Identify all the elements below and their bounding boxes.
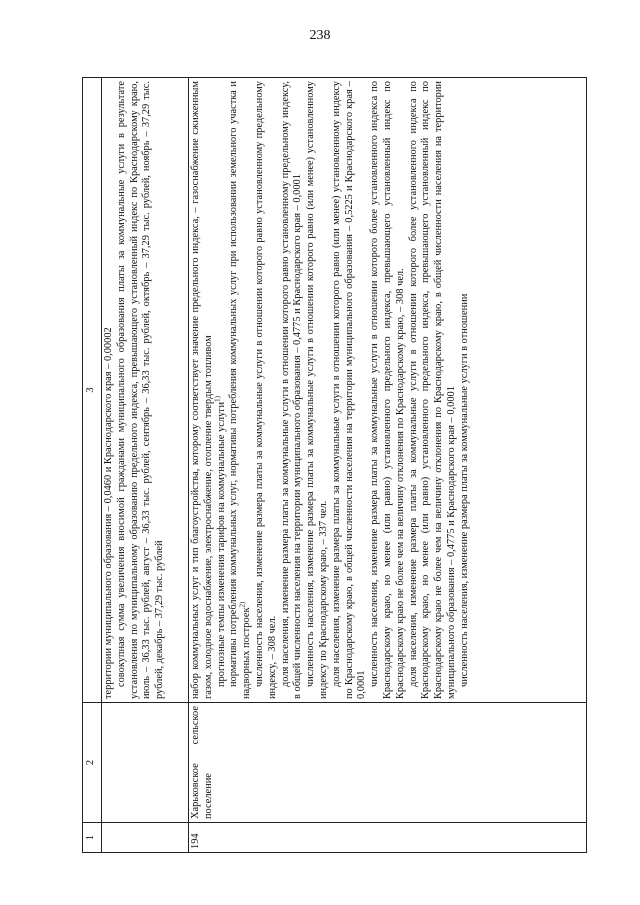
detail-paragraph [190, 81, 216, 699]
settlement-name-cell: Харьковское сельское поселение [189, 703, 587, 823]
detail-paragraph [408, 81, 459, 699]
detail-paragraph: территории муниципального образования – 0,0460 и Краснодарского края – 0,00002 [103, 327, 114, 699]
detail-text: численность населения, изменение размера платы за коммунальные услуги в отношении [458, 293, 470, 687]
header-row [83, 78, 102, 853]
detail-text: прогнозные темпы изменения тарифов на коммунальные услуги [215, 401, 227, 687]
detail-paragraph [459, 81, 472, 699]
table-row-194 [189, 78, 587, 853]
row-number-cell [102, 823, 189, 853]
table-row-continuation [102, 78, 189, 853]
detail-paragraph [280, 81, 306, 699]
detail-text: доля населения, изменение размера платы за коммунальные услуги в отношении которого равно (или менее) установленному индексу по Краснодарскому краю, в общей численности населения на территории муниципального образования – 0,5225 и Краснодарского края – 0,0001 [330, 81, 368, 699]
detail-paragraph [254, 81, 280, 699]
detail-paragraph [331, 81, 369, 699]
settlement-name-cell [102, 703, 189, 823]
detail-text: доля населения, изменение размера платы за коммунальные услуги в отношении которого равно установленному предельному индексу, в общей численности населения на территории муниципального образования – 0,4775 и Краснодарского края – 0,0001 [279, 81, 304, 699]
detail-paragraph [369, 81, 407, 699]
header-col-3: 3 [83, 78, 102, 703]
detail-text: численность населения, изменение размера платы за коммунальные услуги в отношении которого равно установленному предельному индексу, – 308 чел. [253, 81, 278, 699]
details-cell [189, 78, 587, 703]
details-cell [102, 78, 189, 703]
detail-text: нормативы потребления коммунальных услуг, нормативы потребления коммунальных услуг при использовании земельного участка и надворных построек [228, 81, 253, 699]
detail-text: доля населения, изменение размера платы за коммунальные услуги в отношении которого более установленного индекса по Краснодарскому краю, но менее (или равно) установленного предельного индекса, превышающего установленный индекс по Краснодарскому краю не более чем на величину отклонения по Краснодарскому краю, в общей численности населения на территории муниципального образования – 0,4775 и Краснодарского края – 0,0001 [407, 81, 457, 699]
header-col-1: 1 [83, 823, 102, 853]
footnote-ref: 2) [238, 601, 247, 608]
detail-text: численность населения, изменение размера платы за коммунальные услуги в отношении которого равно (или менее) установленному индексу по Краснодарскому краю, – 337 чел. [305, 81, 329, 699]
detail-paragraph [305, 81, 331, 699]
document-table [82, 77, 587, 853]
page-number: 238 [309, 28, 331, 43]
detail-paragraph: совокупная сумма увеличения вносимой гражданами муниципального образования платы за коммунальные услуги в результате установления по муниципальному образованию предельного индекса, превышающего установленный индекс по Краснодарскому краю, июль – 36,33 тыс. рублей, август – 36,33 тыс. рублей, сентябрь – 36,33 тыс. рублей, октябрь – 37,29 тыс. рублей, ноябрь – 37,29 тыс. рублей, декабрь – 37,29 тыс. рублей [115, 81, 166, 699]
detail-paragraph [213, 81, 229, 699]
detail-text: численность населения, изменение размера платы за коммунальные услуги в отношении которого более установленного индекса по Краснодарскому краю, но менее (или равно) установленного предельного индекса, превышающего установленный индекс по Краснодарскому краю не более чем на величину отклонения по Краснодарскому краю, – 308 чел. [369, 81, 406, 699]
header-col-2: 2 [83, 703, 102, 823]
detail-paragraph [228, 81, 254, 699]
detail-text: набор коммунальных услуг и тип благоустройства, которому соответствует значение предельного индекса, – газоснабжение сжиженным газом, холодное водоснабжение, электроснабжение, отопление твердым топливом [190, 81, 214, 699]
rotated-table-area [82, 78, 587, 853]
row-number-cell: 194 [189, 823, 587, 853]
footnote-ref: 1) [213, 396, 222, 402]
rotated-table-content [82, 78, 587, 853]
